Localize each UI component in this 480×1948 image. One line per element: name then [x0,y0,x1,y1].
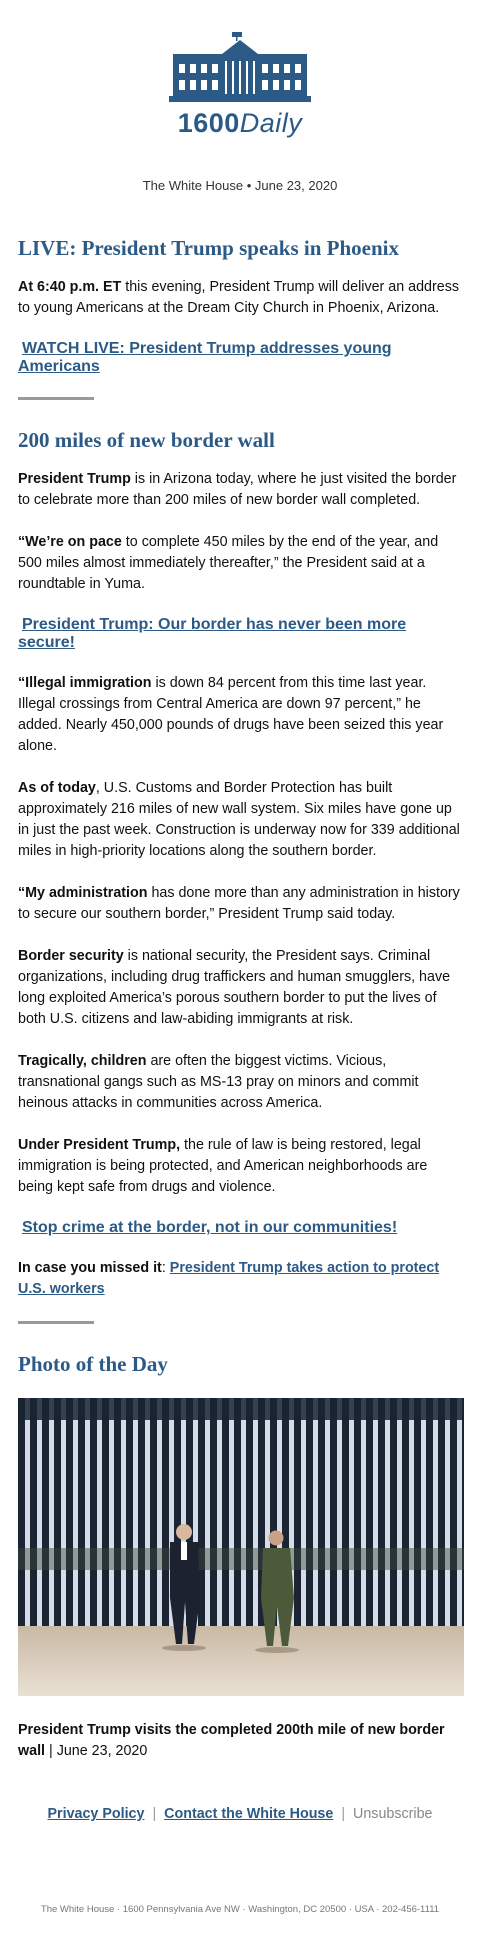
caption-bold: President Trump visits the completed 200th mile of new border wall [18,1721,445,1759]
dateline: The White House • June 23, 2020 [142,178,338,193]
section-heading-photo: Photo of the Day [18,1352,168,1377]
body-paragraph [18,883,464,925]
white-house-icon [165,30,315,106]
logo-word: Daily [239,108,303,138]
paragraph-lead: President Trump [18,471,131,488]
paragraph-lead: At 6:40 p.m. ET [18,279,122,296]
paragraph-text: , U.S. Customs and Border Protection has built approximately 216 miles of new wall system. Six miles have gone up in just the past week. Construction is underway now for 339 additional miles in high-priority locations along the southern border. [18,780,460,860]
photo-caption [18,1720,464,1762]
protect-workers-link[interactable]: President Trump takes action to protect U.S. workers [18,1260,440,1298]
paragraph-text: this evening, President Trump will deliver an address to young Americans at the Dream City Church in Phoenix, Arizona. [18,279,460,317]
paragraph-lead: “We’re on pace [18,534,122,551]
watch-live-link-row [18,340,464,376]
body-paragraph [18,946,464,1030]
footer-separator: | [152,1806,157,1822]
paragraph-lead: Tragically, children [18,1053,147,1070]
stop-crime-link[interactable]: Stop crime at the border, not in our communities! [22,1219,398,1237]
paragraph-lead: Under President Trump, [18,1137,181,1154]
missed-it-colon: : [161,1260,170,1277]
live-paragraph [18,277,464,319]
section-divider [18,397,94,400]
footer-links [0,1806,480,1822]
email-body [18,236,464,1762]
logo-wordmark [165,108,315,139]
paragraph-text: are often the biggest victims. Vicious, transnational gangs such as MS-13 pray on minors and commit heinous attacks in communities across America. [18,1053,419,1112]
paragraph-text: is national security, the President says. Criminal organizations, including drug traffickers and human smugglers, have long exploited America’s porous southern border to put the lives of both U.S. citizens and law-abiding immigrants at risk. [18,948,451,1028]
missed-it-lead: In case you missed it [18,1260,162,1277]
paragraph-lead: “Illegal immigration [18,675,152,692]
caption-date: | June 23, 2020 [45,1742,148,1759]
paragraph-lead: Border security [18,948,124,965]
body-paragraph [18,1135,464,1198]
paragraph-text: is in Arizona today, where he just visited the border to celebrate more than 200 miles of new border wall completed. [18,471,457,509]
paragraph-text: to complete 450 miles by the end of the year, and 500 miles almost immediately thereafter,” the President said at a roundtable in Yuma. [18,534,439,593]
body-paragraph [18,778,464,862]
section-divider [18,1321,94,1324]
1600-daily-logo[interactable] [165,30,315,140]
section-heading-live: LIVE: President Trump speaks in Phoenix [18,236,399,260]
watch-live-link[interactable]: WATCH LIVE: President Trump addresses young Americans [18,340,392,376]
body-paragraph [18,532,464,595]
unsubscribe-link[interactable]: Unsubscribe [353,1806,433,1822]
paragraph-lead: As of today [18,780,96,797]
paragraph-lead: “My administration [18,885,148,902]
body-paragraph [18,1051,464,1114]
stop-crime-link-row [18,1219,464,1237]
logo-number: 1600 [177,108,240,138]
border-secure-link-row [18,616,464,652]
privacy-policy-link[interactable]: Privacy Policy [47,1806,145,1822]
footer-address: The White House · 1600 Pennsylvania Ave NW · Washington, DC 20500 · USA · 202-456-1111 [40,1904,440,1915]
section-heading-border-wall: 200 miles of new border wall [18,428,275,453]
body-paragraph [18,469,464,511]
paragraph-text: is down 84 percent from this time last year. Illegal crossings from Central America are down 97 percent,” he added. Nearly 450,000 pounds of drugs have been seized this year alone. [18,675,444,755]
border-wall-photo [18,1398,464,1696]
paragraph-text: has done more than any administration in history to secure our southern border,” President Trump said today. [18,885,460,923]
contact-link[interactable]: Contact the White House [164,1806,334,1822]
border-secure-link[interactable]: President Trump: Our border has never been more secure! [18,616,407,652]
paragraph-text: the rule of law is being restored, legal immigration is being protected, and American neighborhoods are being kept safe from drugs and violence. [18,1137,428,1196]
footer-separator: | [341,1806,346,1822]
body-paragraph [18,673,464,757]
missed-it-paragraph [18,1258,464,1300]
